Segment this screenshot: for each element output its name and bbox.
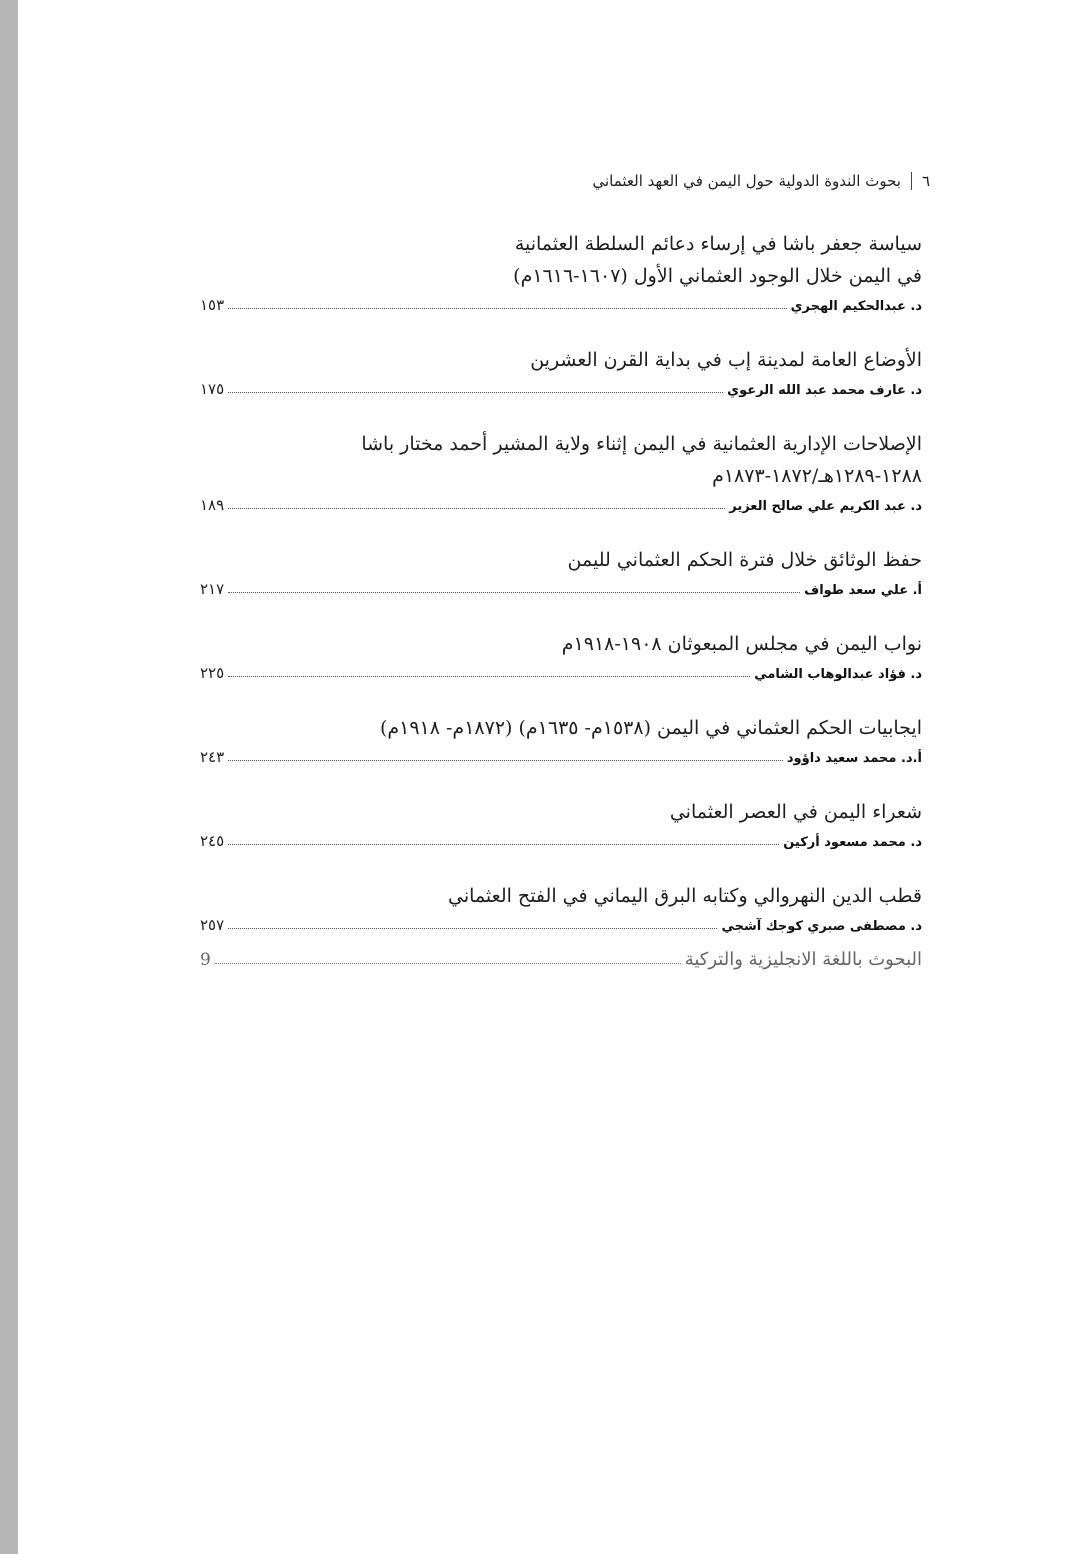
entry-author-row [200, 294, 922, 314]
entry-title-line: الأوضاع العامة لمدينة إب في بداية القرن العشرين [530, 349, 922, 371]
entry-page-number: ٢١٧ [200, 580, 225, 598]
entry-author: أ.د. محمد سعيد داؤود [786, 751, 922, 766]
entry-title-line: ١٢٨٨-١٢٨٩هـ/١٨٧٢-١٨٧٣م [712, 465, 922, 487]
document-page [18, 0, 1080, 1554]
entry-author: د. فؤاد عبدالوهاب الشامي [754, 667, 922, 682]
entry-page-number: ١٨٩ [200, 496, 225, 514]
entry-author-row [200, 830, 922, 850]
entry-author: د. محمد مسعود أركين [783, 835, 922, 850]
dot-leader [228, 508, 725, 509]
entry-title-line: شعراء اليمن في العصر العثماني [669, 801, 922, 823]
entry-page-number: ٢٤٥ [200, 832, 225, 850]
entry-author-row [200, 746, 922, 766]
entry-title-line: نواب اليمن في مجلس المبعوثان ١٩٠٨-١٩١٨م [561, 633, 922, 655]
toc-section-entry[interactable] [200, 944, 922, 970]
entry-author-row [200, 914, 922, 934]
running-header [592, 172, 930, 190]
entry-page-number: ١٧٥ [200, 380, 225, 398]
entry-author: د. عبد الكريم علي صالح العزير [729, 499, 922, 514]
section-page-number: 9 [200, 950, 211, 970]
entry-title-line: سياسة جعفر باشا في إرساء دعائم السلطة العثمانية [514, 233, 922, 255]
dot-leader [228, 844, 779, 845]
entry-author: د. مصطفى صبري كوجك آشجي [721, 919, 922, 934]
dot-leader [228, 676, 750, 677]
entry-page-number: ٢٥٧ [200, 916, 225, 934]
entry-title-line: قطب الدين النهروالي وكتابه البرق اليماني في الفتح العثماني [448, 885, 922, 907]
toc-entry[interactable] [200, 796, 922, 850]
entry-page-number: ٢٤٣ [200, 748, 225, 766]
entry-author-row [200, 578, 922, 598]
entry-author: أ. علي سعد طواف [804, 583, 922, 598]
entry-title-line: ايجابيات الحكم العثماني في اليمن (١٥٣٨م- ١٦٣٥م) (١٨٧٢م- ١٩١٨م) [379, 717, 922, 739]
toc-entry[interactable] [200, 344, 922, 398]
toc-entry[interactable] [200, 628, 922, 682]
entry-author: د. عبدالحكيم الهجري [790, 299, 922, 314]
dot-leader [228, 308, 786, 309]
entry-page-number: ٢٢٥ [200, 664, 225, 682]
entry-author-row [200, 378, 922, 398]
entry-title-line: في اليمن خلال الوجود العثماني الأول (١٦٠٧-١٦١٦م) [513, 265, 922, 287]
toc-entry[interactable] [200, 228, 922, 314]
entry-title-line: الإصلاحات الإدارية العثمانية في اليمن إثناء ولاية المشير أحمد مختار باشا [361, 433, 922, 455]
header-book-title: بحوث الندوة الدولية حول اليمن في العهد العثماني [592, 172, 901, 190]
dot-leader [228, 760, 783, 761]
section-label: البحوث باللغة الانجليزية والتركية [684, 949, 922, 970]
table-of-contents [200, 228, 922, 964]
entry-author-row [200, 662, 922, 682]
page-edge-bar [0, 0, 18, 1554]
header-separator [911, 172, 912, 190]
dot-leader [215, 963, 681, 964]
entry-title-line: حفظ الوثائق خلال فترة الحكم العثماني لليمن [567, 549, 922, 571]
toc-entry[interactable] [200, 428, 922, 514]
toc-entry[interactable] [200, 712, 922, 766]
toc-entry[interactable] [200, 544, 922, 598]
toc-entry[interactable] [200, 880, 922, 934]
entry-page-number: ١٥٣ [200, 296, 225, 314]
entry-author: د. عارف محمد عبد الله الرعوي [727, 383, 922, 398]
dot-leader [228, 592, 800, 593]
dot-leader [228, 392, 723, 393]
dot-leader [228, 928, 717, 929]
entry-author-row [200, 494, 922, 514]
header-page-number: ٦ [921, 172, 930, 190]
